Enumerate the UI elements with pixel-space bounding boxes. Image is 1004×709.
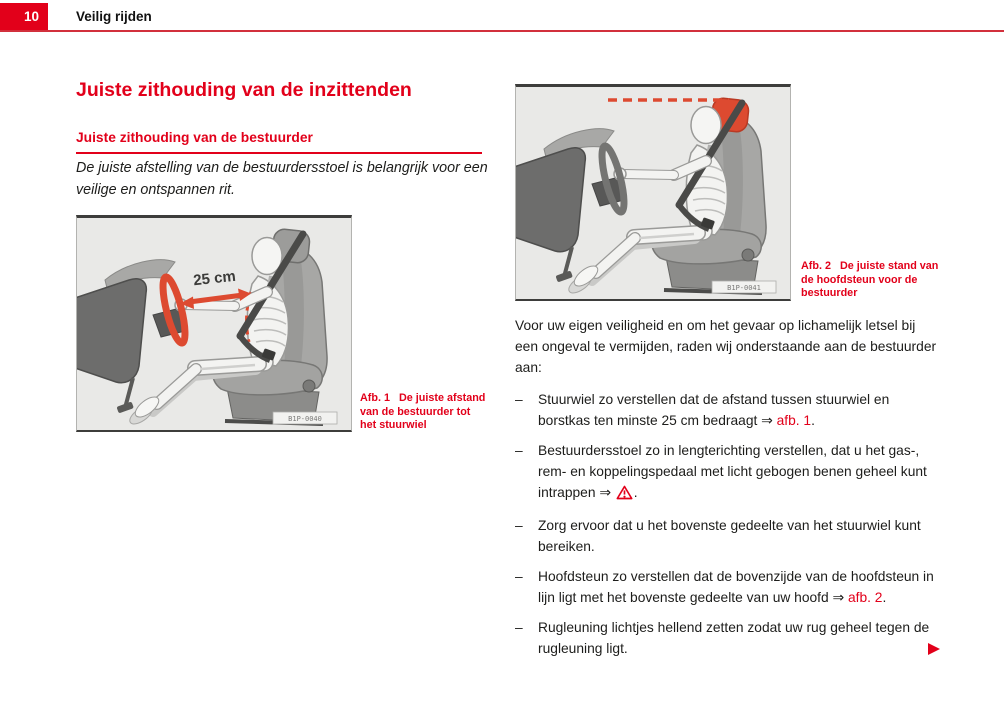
bullet-dash: – xyxy=(515,443,523,458)
page-number: 10 xyxy=(23,9,39,24)
list-item: – Zorg ervoor dat u het bovenste gedeelte van het stuurwiel kunt bereiken. xyxy=(515,515,942,557)
intro-paragraph: De juiste afstelling van de bestuurdersstoel is belangrijk voor een veilige en ontspannen rit. xyxy=(76,160,488,198)
bullet-dash: – xyxy=(515,392,523,407)
figure1-image-code: B1P-0040 xyxy=(288,415,322,423)
figure2-image-code: B1P-0041 xyxy=(727,284,761,292)
figure1-caption xyxy=(360,392,488,433)
list-item: – Bestuurdersstoel zo in lengterichting verstellen, dat u het gas-, rem- en koppelingspedaal met licht gebogen benen geheel kunt intrappen ⇒ . xyxy=(515,440,942,506)
figure1-caption-text: De juiste afstand van de bestuurder tot het stuurwiel xyxy=(360,392,486,431)
reference-arrow: ⇒ xyxy=(761,413,773,428)
list-item: – Rugleuning lichtjes hellend zetten zodat uw rug geheel tegen de rugleuning ligt. xyxy=(515,617,942,659)
figure2-caption xyxy=(801,260,943,301)
header-rule xyxy=(0,30,1004,32)
seat-diagram-distance xyxy=(77,218,351,429)
warning-triangle-icon xyxy=(616,485,633,506)
page-title: Juiste zithouding van de inzittenden xyxy=(76,79,412,101)
figure1-illustration xyxy=(76,215,352,432)
body-text xyxy=(515,315,942,668)
dashboard-panel xyxy=(77,279,146,383)
seat-diagram-headrest xyxy=(516,87,790,298)
figure-reference-afb1: afb. 1 xyxy=(776,413,812,428)
section-heading: Juiste zithouding van de bestuurder xyxy=(76,130,482,154)
body-paragraph: Voor uw eigen veiligheid en om het gevaar op lichamelijk letsel bij een ongeval te vermijden, raden wij onderstaande aan de bestuurder aan: xyxy=(515,318,937,375)
figure1-caption-label: Afb. 1 xyxy=(360,392,390,404)
distance-annotation: 25 cm xyxy=(192,267,237,290)
figure2-caption-label: Afb. 2 xyxy=(801,260,831,272)
figure2-illustration xyxy=(515,84,791,301)
list-item: – Hoofdsteun zo verstellen dat de bovenzijde van de hoofdsteun in lijn ligt met het bovenste gedeelte van uw hoofd ⇒ afb. 2. xyxy=(515,566,942,608)
seat-lever xyxy=(742,249,754,261)
bullet-dash: – xyxy=(515,569,523,584)
reference-arrow: ⇒ xyxy=(599,485,611,500)
continuation-marker-icon xyxy=(928,643,940,655)
seat-lever xyxy=(303,380,315,392)
bullet-dash: – xyxy=(515,518,523,533)
figure-reference-afb2: afb. 2 xyxy=(847,590,883,605)
chapter-title: Veilig rijden xyxy=(76,9,152,24)
list-item: – Stuurwiel zo verstellen dat de afstand tussen stuurwiel en borstkas ten minste 25 cm bedraagt ⇒ afb. 1. xyxy=(515,389,942,431)
figure2-caption-text: De juiste stand van de hoofdsteun voor de bestuurder xyxy=(801,260,939,299)
recommendation-list xyxy=(515,389,942,659)
dashboard-panel xyxy=(516,148,585,252)
bullet-dash: – xyxy=(515,620,523,635)
page-number-badge xyxy=(0,3,48,30)
reference-arrow: ⇒ xyxy=(832,590,845,605)
